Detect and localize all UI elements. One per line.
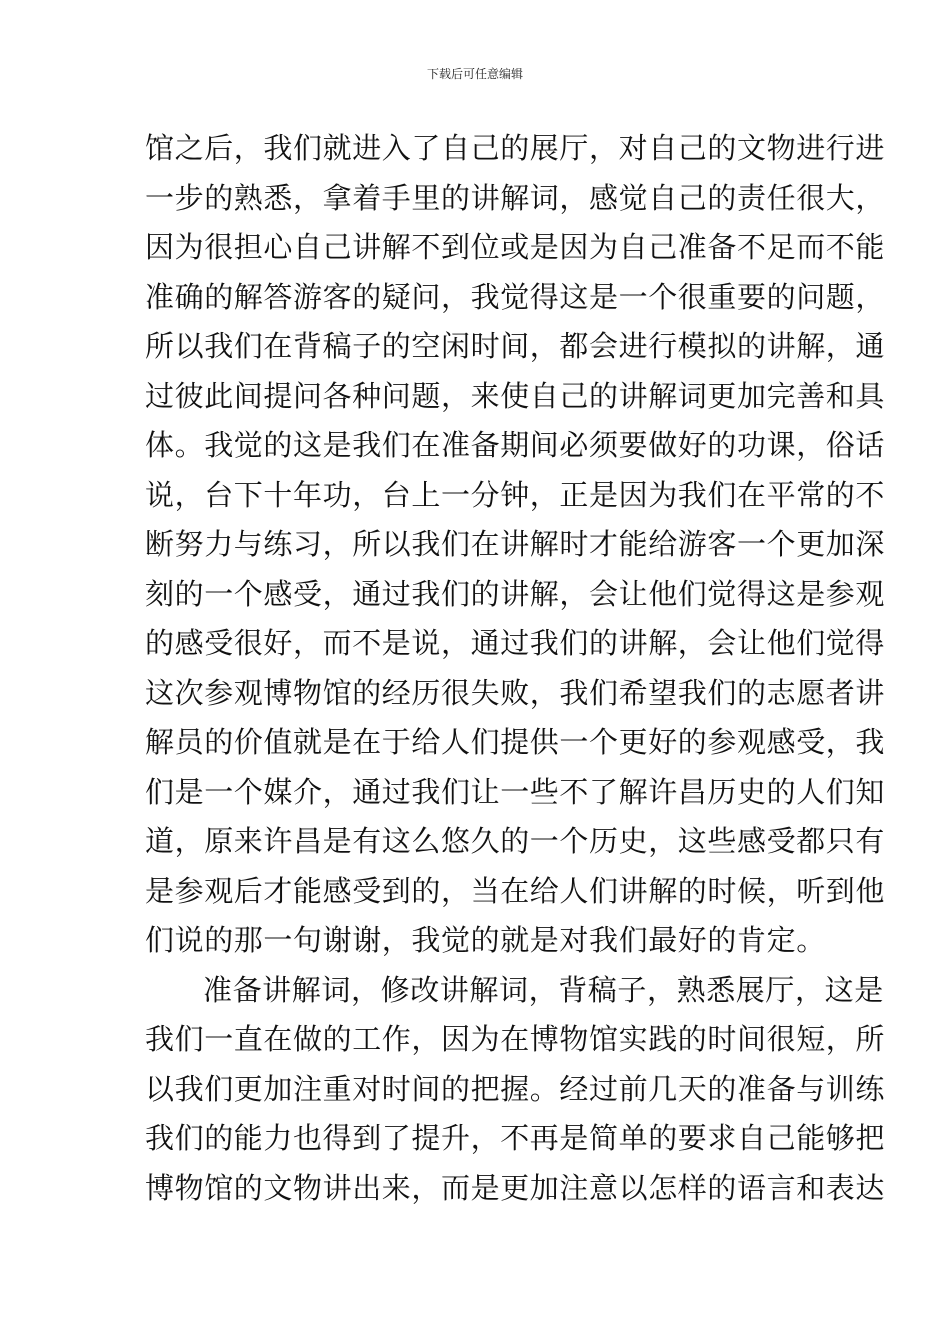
text-line: 我们一直在做的工作，因为在博物馆实践的时间很短，所 bbox=[145, 1022, 886, 1056]
text-line: 解员的价值就是在于给人们提供一个更好的参观感受，我 bbox=[145, 725, 886, 759]
text-line: 们说的那一句谢谢，我觉的就是对我们最好的肯定。 bbox=[145, 923, 826, 957]
text-line: 说，台下十年功，台上一分钟，正是因为我们在平常的不 bbox=[145, 477, 886, 512]
text-line: 刻的一个感受，通过我们的讲解，会让他们觉得这是参观 bbox=[145, 576, 886, 611]
text-line: 准确的解答游客的疑问，我觉得这是一个很重要的问题， bbox=[145, 279, 886, 314]
text-line: 一步的熟悉，拿着手里的讲解词，感觉自己的责任很大， bbox=[145, 180, 886, 215]
text-line: 博物馆的文物讲出来，而是更加注意以怎样的语言和表达 bbox=[145, 1170, 886, 1205]
text-line: 是参观后才能感受到的，当在给人们讲解的时候，听到他 bbox=[145, 873, 886, 908]
text-line: 的感受很好，而不是说，通过我们的讲解，会让他们觉得 bbox=[145, 626, 886, 660]
text-line: 因为很担心自己讲解不到位或是因为自己准备不足而不能 bbox=[145, 230, 886, 264]
text-line: 馆之后，我们就进入了自己的展厅，对自己的文物进行进 bbox=[145, 131, 886, 165]
page-header: 下载后可任意编辑 bbox=[426, 67, 523, 81]
text-line: 道，原来许昌是有这么悠久的一个历史，这些感受都只有 bbox=[145, 824, 886, 858]
paragraph-first-line: 准备讲解词，修改讲解词，背稿子，熟悉展厅，这是 bbox=[203, 972, 884, 1007]
body-text bbox=[145, 124, 886, 1213]
text-line: 以我们更加注重对时间的把握。经过前几天的准备与训练 bbox=[145, 1071, 886, 1106]
text-line: 过彼此间提问各种问题，来使自己的讲解词更加完善和具 bbox=[145, 378, 886, 413]
text-line: 体。我觉的这是我们在准备期间必须要做好的功课，俗话 bbox=[145, 428, 886, 462]
text-line: 所以我们在背稿子的空闲时间，都会进行模拟的讲解，通 bbox=[145, 329, 886, 363]
text-line: 我们的能力也得到了提升，不再是简单的要求自己能够把 bbox=[145, 1121, 886, 1155]
text-line: 们是一个媒介，通过我们让一些不了解许昌历史的人们知 bbox=[145, 774, 886, 809]
text-line: 断努力与练习，所以我们在讲解时才能给游客一个更加深 bbox=[145, 527, 886, 561]
text-line: 这次参观博物馆的经历很失败，我们希望我们的志愿者讲 bbox=[145, 675, 886, 710]
